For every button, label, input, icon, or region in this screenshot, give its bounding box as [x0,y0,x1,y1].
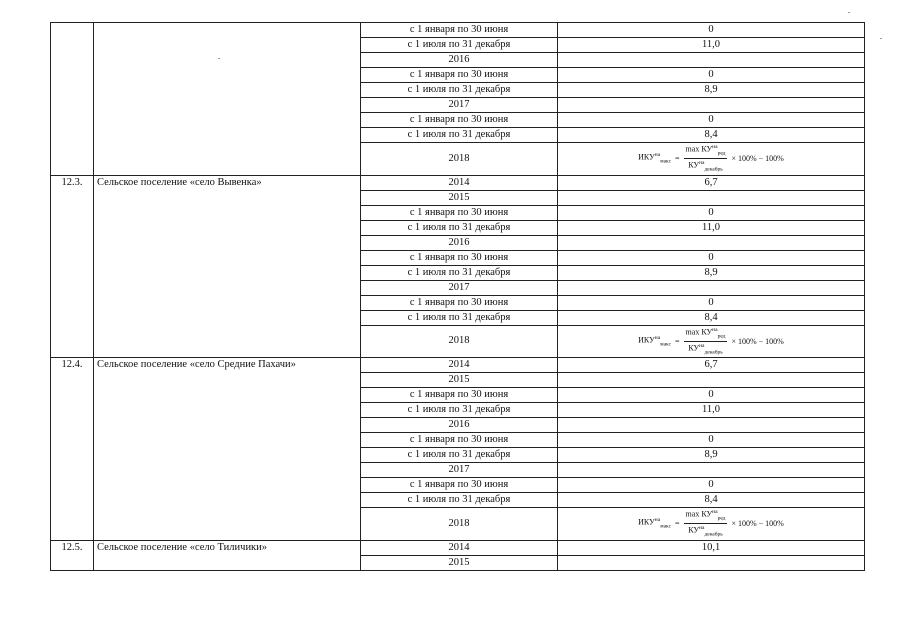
period-cell: с 1 января по 30 июня [361,68,558,83]
period-cell: с 1 июля по 31 декабря [361,403,558,418]
max-index-formula: $ИКУ^{на}_{макс}$ = $\frac{\max КУ^{на}_{ред}}{КУ^{на}_{декабрь}}$ × 100% − 100% [638,326,784,355]
value-cell: 0 [558,23,865,38]
table-row [51,175,865,190]
period-cell: 2014 [361,358,558,373]
max-index-formula: $ИКУ^{на}_{макс}$ = $\frac{\max КУ^{на}_{ред}}{КУ^{на}_{декабрь}}$ × 100% − 100% [638,144,784,173]
period-cell: 2014 [361,175,558,190]
tariff-table [50,22,865,571]
period-cell: 2017 [361,463,558,478]
value-cell [558,235,865,250]
value-cell: 0 [558,478,865,493]
period-cell: 2016 [361,418,558,433]
period-cell: 2016 [361,235,558,250]
period-cell: с 1 июля по 31 декабря [361,265,558,280]
value-cell: 11,0 [558,38,865,53]
value-cell: 0 [558,388,865,403]
value-cell: 10,1 [558,540,865,555]
item-number [51,23,94,176]
formula-cell [558,508,865,541]
value-cell: 0 [558,113,865,128]
period-cell: 2016 [361,53,558,68]
period-cell: с 1 января по 30 июня [361,23,558,38]
period-cell: 2017 [361,280,558,295]
period-cell: с 1 июля по 31 декабря [361,310,558,325]
period-cell: с 1 января по 30 июня [361,433,558,448]
period-cell: с 1 июля по 31 декабря [361,128,558,143]
settlement-name: Сельское поселение «село Средние Пахачи» [94,358,361,541]
scan-speck [880,38,882,39]
period-cell: с 1 июля по 31 декабря [361,220,558,235]
settlement-name: Сельское поселение «село Вывенка» [94,175,361,358]
value-cell [558,53,865,68]
period-cell: 2015 [361,373,558,388]
table-row [51,540,865,555]
period-cell: 2018 [361,325,558,358]
value-cell [558,555,865,570]
value-cell: 0 [558,205,865,220]
period-cell: с 1 июля по 31 декабря [361,448,558,463]
item-number: 12.5. [51,540,94,570]
value-cell: 8,9 [558,83,865,98]
period-cell: 2017 [361,98,558,113]
item-number: 12.3. [51,175,94,358]
period-cell: с 1 января по 30 июня [361,478,558,493]
period-cell: с 1 июля по 31 декабря [361,493,558,508]
value-cell: 6,7 [558,175,865,190]
value-cell [558,463,865,478]
value-cell: 6,7 [558,358,865,373]
period-cell: 2018 [361,508,558,541]
period-cell: 2014 [361,540,558,555]
max-index-formula: $ИКУ^{на}_{макс}$ = $\frac{\max КУ^{на}_{ред}}{КУ^{на}_{декабрь}}$ × 100% − 100% [638,509,784,538]
value-cell [558,98,865,113]
value-cell: 0 [558,250,865,265]
value-cell: 8,4 [558,128,865,143]
formula-cell [558,325,865,358]
period-cell: с 1 января по 30 июня [361,113,558,128]
value-cell: 0 [558,433,865,448]
table-row [51,23,865,38]
value-cell: 0 [558,68,865,83]
period-cell: 2015 [361,555,558,570]
period-cell: 2018 [361,143,558,176]
item-number: 12.4. [51,358,94,541]
value-cell: 8,4 [558,493,865,508]
value-cell: 11,0 [558,403,865,418]
settlement-name [94,23,361,176]
scan-speck [848,12,850,13]
value-cell: 8,9 [558,448,865,463]
formula-fraction: $\frac{\max КУ^{на}_{ред}}{КУ^{на}_{декабрь}}$ [685,326,726,355]
formula-fraction: $\frac{\max КУ^{на}_{ред}}{КУ^{на}_{декабрь}}$ [685,144,726,173]
table-row [51,358,865,373]
settlement-name: Сельское поселение «село Тиличики» [94,540,361,570]
value-cell: 8,9 [558,265,865,280]
value-cell [558,373,865,388]
value-cell [558,418,865,433]
period-cell: с 1 января по 30 июня [361,250,558,265]
value-cell: 11,0 [558,220,865,235]
value-cell [558,190,865,205]
formula-fraction: $\frac{\max КУ^{на}_{ред}}{КУ^{на}_{декабрь}}$ [685,509,726,538]
period-cell: с 1 января по 30 июня [361,388,558,403]
value-cell: 0 [558,295,865,310]
formula-cell [558,143,865,176]
period-cell: 2015 [361,190,558,205]
value-cell: 8,4 [558,310,865,325]
period-cell: с 1 июля по 31 декабря [361,38,558,53]
period-cell: с 1 января по 30 июня [361,295,558,310]
period-cell: с 1 июля по 31 декабря [361,83,558,98]
tariff-table-body [51,23,865,571]
period-cell: с 1 января по 30 июня [361,205,558,220]
value-cell [558,280,865,295]
